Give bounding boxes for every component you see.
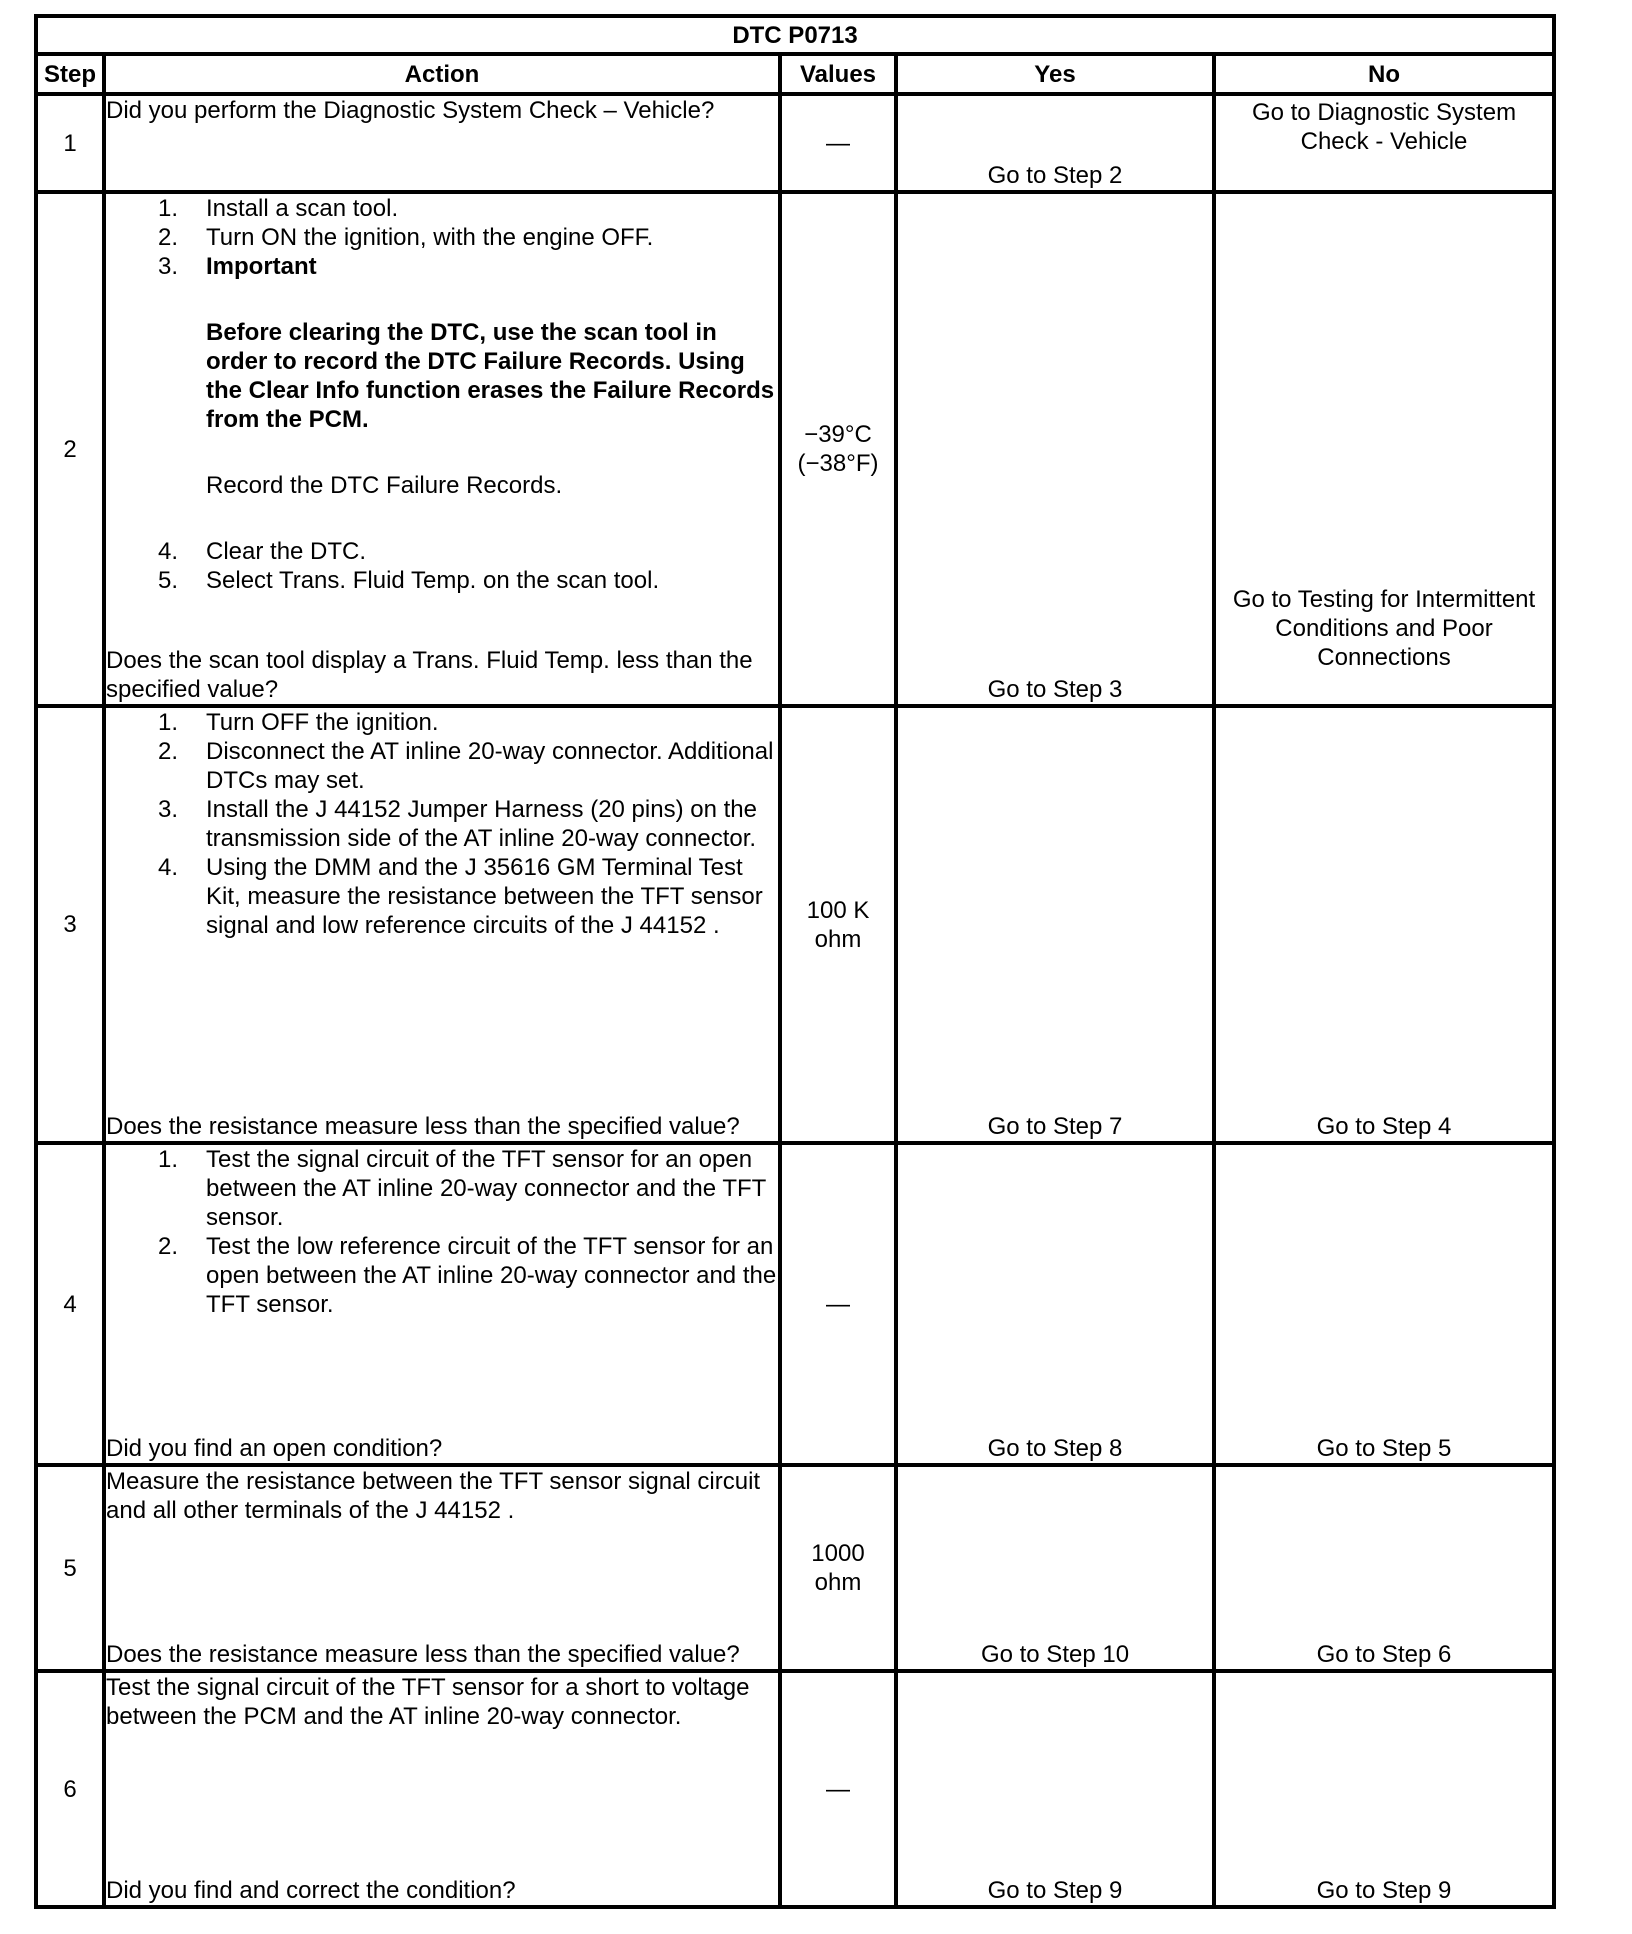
value-line: 100 K (806, 896, 870, 924)
title-row (36, 16, 1554, 54)
value-cell (780, 706, 896, 1143)
value-line: (−38°F) (797, 450, 879, 477)
dtc-table (34, 14, 1556, 1909)
substep: 2. Turn ON the ignition, with the engine OFF. (157, 224, 654, 251)
step-number: 3 (36, 706, 104, 1143)
no-cell: Go to Step 9 (1214, 1671, 1554, 1907)
question-text: Did you find an open condition? (106, 1435, 443, 1462)
substep: 1. Install a scan tool. (157, 195, 399, 222)
action-text: Did you perform the Diagnostic System Check – Vehicle? (106, 97, 715, 124)
yes-cell: Go to Step 7 (896, 706, 1214, 1143)
value-cell (780, 192, 896, 706)
value-cell: — (780, 1143, 896, 1465)
substep: 4. Clear the DTC. (157, 538, 367, 565)
question-text: Does the resistance measure less than the specified value? (106, 1113, 740, 1140)
table-row-step-4 (36, 1143, 1554, 1465)
yes-cell: Go to Step 9 (896, 1671, 1214, 1907)
table-row-step-2 (36, 192, 1554, 706)
step-number: 5 (36, 1465, 104, 1671)
substep-list (106, 708, 778, 940)
substep: 3. Important (157, 253, 317, 280)
action-cell (104, 94, 780, 192)
action-text: Measure the resistance between the TFT sensor signal circuit and all other terminals of the J 44152 . (106, 1468, 761, 1524)
header-yes: Yes (896, 54, 1214, 94)
step-number: 1 (36, 94, 104, 192)
yes-cell: Go to Step 2 (896, 94, 1214, 192)
substep-list (106, 1145, 778, 1319)
yes-cell: Go to Step 10 (896, 1465, 1214, 1671)
header-action: Action (104, 54, 780, 94)
record-text: Record the DTC Failure Records. (206, 472, 563, 499)
header-step: Step (36, 54, 104, 94)
substep: 3. Install the J 44152 Jumper Harness (20 pins) on the transmission side of the AT inline 20-way connector. (157, 796, 757, 852)
substep: 2. Test the low reference circuit of the TFT sensor for an open between the AT inline 20-way connector and the TFT sensor. (157, 1233, 777, 1318)
step-number: 6 (36, 1671, 104, 1907)
substep: 4. Using the DMM and the J 35616 GM Terminal Test Kit, measure the resistance between the TFT sensor signal and low reference circuits of the J 44152 . (157, 854, 763, 939)
table-row-step-3 (36, 706, 1554, 1143)
value-line: 1000 (811, 1540, 865, 1567)
table-row-step-6 (36, 1671, 1554, 1907)
header-row (36, 54, 1554, 94)
table-row-step-5 (36, 1465, 1554, 1671)
question-text: Does the resistance measure less than the specified value? (106, 1641, 740, 1668)
action-text: Test the signal circuit of the TFT sensor for a short to voltage between the PCM and the AT inline 20-way connector. (106, 1674, 750, 1730)
yes-cell: Go to Step 3 (896, 192, 1214, 706)
question-text: Did you find and correct the condition? (106, 1877, 516, 1904)
value-line: −39°C (804, 421, 872, 448)
header-no: No (1214, 54, 1554, 94)
substep: 1. Test the signal circuit of the TFT sensor for an open between the AT inline 20-way connector and the TFT sensor. (157, 1146, 766, 1231)
no-cell: Go to Diagnostic System Check - Vehicle (1214, 94, 1554, 192)
step-number: 4 (36, 1143, 104, 1465)
important-note: Before clearing the DTC, use the scan tool in order to record the DTC Failure Records. Using the Clear Info function erases the Failure Records from the PCM. (206, 319, 775, 433)
value-cell: — (780, 94, 896, 192)
no-cell: Go to Step 4 (1214, 706, 1554, 1143)
action-cell (104, 1671, 780, 1907)
action-cell (104, 192, 780, 706)
action-cell (104, 706, 780, 1143)
value-cell (780, 1465, 896, 1671)
step-number: 2 (36, 192, 104, 706)
value-line: ohm (814, 925, 862, 953)
no-cell: Go to Testing for Intermittent Conditions and Poor Connections (1214, 192, 1554, 706)
substep: 1. Turn OFF the ignition. (157, 709, 439, 736)
substep-list (106, 537, 778, 595)
table-row-step-1 (36, 94, 1554, 192)
yes-cell: Go to Step 8 (896, 1143, 1214, 1465)
action-cell (104, 1143, 780, 1465)
value-line: ohm (814, 1569, 862, 1596)
table-title: DTC P0713 (36, 16, 1554, 54)
no-cell: Go to Step 6 (1214, 1465, 1554, 1671)
header-values: Values (780, 54, 896, 94)
no-cell: Go to Step 5 (1214, 1143, 1554, 1465)
question-text: Does the scan tool display a Trans. Fluid Temp. less than the specified value? (106, 647, 753, 703)
value-cell: — (780, 1671, 896, 1907)
substep-list (106, 194, 778, 281)
action-cell (104, 1465, 780, 1671)
substep: 5. Select Trans. Fluid Temp. on the scan tool. (157, 567, 660, 594)
substep: 2. Disconnect the AT inline 20-way connector. Additional DTCs may set. (157, 738, 774, 794)
